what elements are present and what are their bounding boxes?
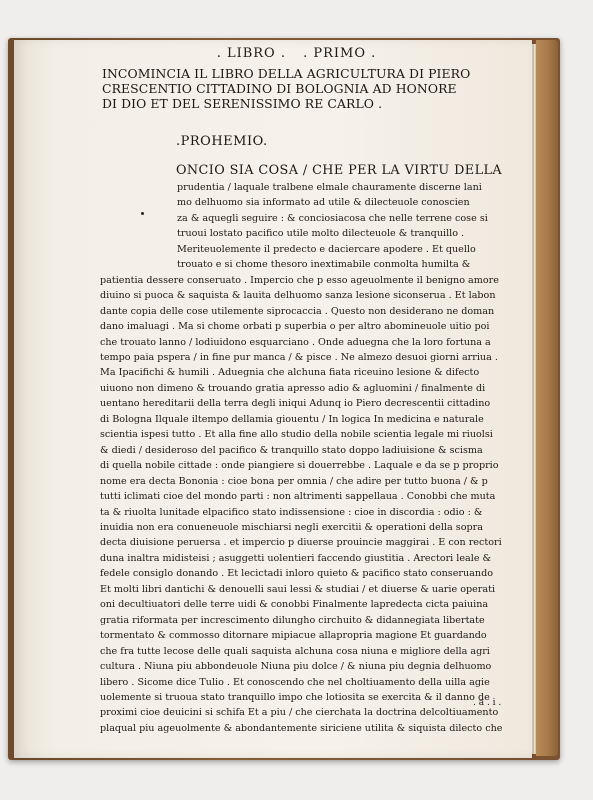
text-line: che fra tutte lecose delle quali saquista alchuna cosa niuna e migliore della agri: [100, 645, 490, 657]
text-line: inuidia non era conueneuole mischiarsi negli exercitii & operationi della sopra: [100, 521, 483, 533]
text-line: Ma Ipacifichi & humili . Aduegnia che alchuna fiata riceuino lesione & difecto: [100, 367, 480, 379]
title-line: DI DIO ET DEL SERENISSIMO RE CARLO .: [102, 96, 383, 112]
text-line: scientia ispesi tutto . Et alla fine allo studio della nobile scientia legale mi riuolsi: [100, 429, 493, 441]
body-text: [100, 162, 520, 736]
text-line: decta diuisione peruersa . et impercio p diuerse prouincie maggirai . E con rectori: [100, 537, 502, 549]
text-line: mo delhuomo sia informato ad utile & dilecteuole conoscien: [177, 197, 470, 209]
text-line: fedele consiglo donando . Et lecictadi inloro quieto & pacifico stato conseruando: [100, 568, 493, 580]
text-line: gratia riformata per increscimento dilungho circhuito & didannegiata libertate: [100, 614, 485, 626]
running-header: [0, 46, 593, 61]
text-line: di quella nobile cittade : onde piangiere si douerrebbe . Laquale e da se p proprio: [100, 460, 499, 472]
header-word-libro: . LIBRO .: [216, 46, 286, 61]
text-line: tempo paia pspera / in fine pur manca / & pisce . Ne almezo desuoi giorni arriua .: [100, 351, 498, 363]
text-line: di Bologna Ilquale iltempo dellamia giouentu / In logica In medicina e naturale: [100, 413, 484, 425]
text-line: ta & riuolta lunitade elpacifico stato indissensione : cioe in discordia : odio : &: [100, 506, 483, 518]
book-spine-edge: [536, 40, 558, 756]
text-line: Meriteuolemente il predecto e daciercare apodere . Et quello: [177, 243, 476, 255]
text-line: prudentia / laquale tralbene elmale chauramente discerne lani: [177, 182, 482, 193]
text-line: libero . Sicome dice Tulio . Et conoscendo che nel choltiuamento della uilla agie: [100, 676, 490, 688]
text-line: uentano hereditarii della terra degli iniqui Adunq io Piero decrescentii cittadino: [100, 398, 491, 410]
text-line: nome era decta Bononia : cioe bona per omnia / che adire per tutto buona / & p: [100, 475, 488, 487]
text-line: dano imaluagi . Ma si chome orbati p superbia o per altro abomineuole uitio poi: [100, 321, 490, 333]
text-line: uiuono non dimeno & trouando gratia apresso adio & agluomini / finalmente di: [100, 382, 486, 394]
header-word-primo: . PRIMO .: [303, 46, 377, 61]
text-line: patientia dessere conseruato . Impercio che p esso ageuolmente il benigno amore: [100, 274, 499, 286]
text-line: tormentato & commosso ditornare mipiacue allapropria magione Et guardando: [100, 630, 487, 642]
text-line: che trouato lanno / lodiuidono esquarciano . Onde aduegna che la loro fortuna a: [100, 336, 491, 348]
signature-mark: . a . i .: [473, 698, 502, 708]
text-line: dante copia delle cose utilemente siprocaccia . Questo non desiderano ne doman: [100, 305, 495, 317]
title-line: INCOMINCIA IL LIBRO DELLA AGRICULTURA DI PIERO: [102, 66, 471, 81]
text-line: proximi cioe deuicini si schifa Et a piu / che cierchata la doctrina delcoltiuamento: [100, 707, 499, 719]
title-line: CRESCENTIO CITTADINO DI BOLOGNIA AD HONORE: [102, 81, 457, 97]
text-line: truoui lostato pacifico utile molto dilecteuole & tranquillo .: [177, 228, 465, 240]
text-line: uolemente si truoua stato tranquillo impo che lotiosita se exercita & il danno de: [100, 691, 490, 703]
text-line: za & aquegli seguire : & conciosiacosa che nelle terrene cose si: [177, 212, 488, 224]
text-line: tutti iclimati cioe del mondo parti : non altrimenti sappellaua . Conobbi che muta: [100, 491, 496, 503]
text-line: Et molti libri dantichi & denouelli saui lessi & studiai / et diuerse & uarie operati: [100, 583, 496, 595]
text-line: duna inaltra midisteisi ; asuggetti uolentieri faccendo giustitia . Arectori leale &: [100, 552, 492, 564]
text-line: oni decultiuatori delle terre uidi & conobbi Finalmente lapredecta cicta paiuina: [100, 599, 489, 611]
text-line: & diedi / desideroso del pacifico & tranquillo stato doppo ladiuisione & scisma: [100, 444, 483, 456]
text-line: ONCIO SIA COSA / CHE PER LA VIRTU DELLA: [176, 163, 503, 178]
book-title: [102, 66, 502, 112]
section-heading: .PROHEMIO.: [176, 134, 268, 149]
text-line: diuino si puoca & saquista & lauita delhuomo sanza lesione siconserua . Et labon: [100, 290, 496, 302]
text-line: plaqual piu ageuolmente & abondantemente siriciene utilita & siquista dilecto che: [100, 722, 503, 734]
text-line: cultura . Niuna piu abbondeuole Niuna piu dolce / & niuna piu degnia delhuomo: [100, 661, 492, 673]
text-line: trouato e si chome thesoro inextimabile conmolta humilta &: [177, 259, 471, 271]
